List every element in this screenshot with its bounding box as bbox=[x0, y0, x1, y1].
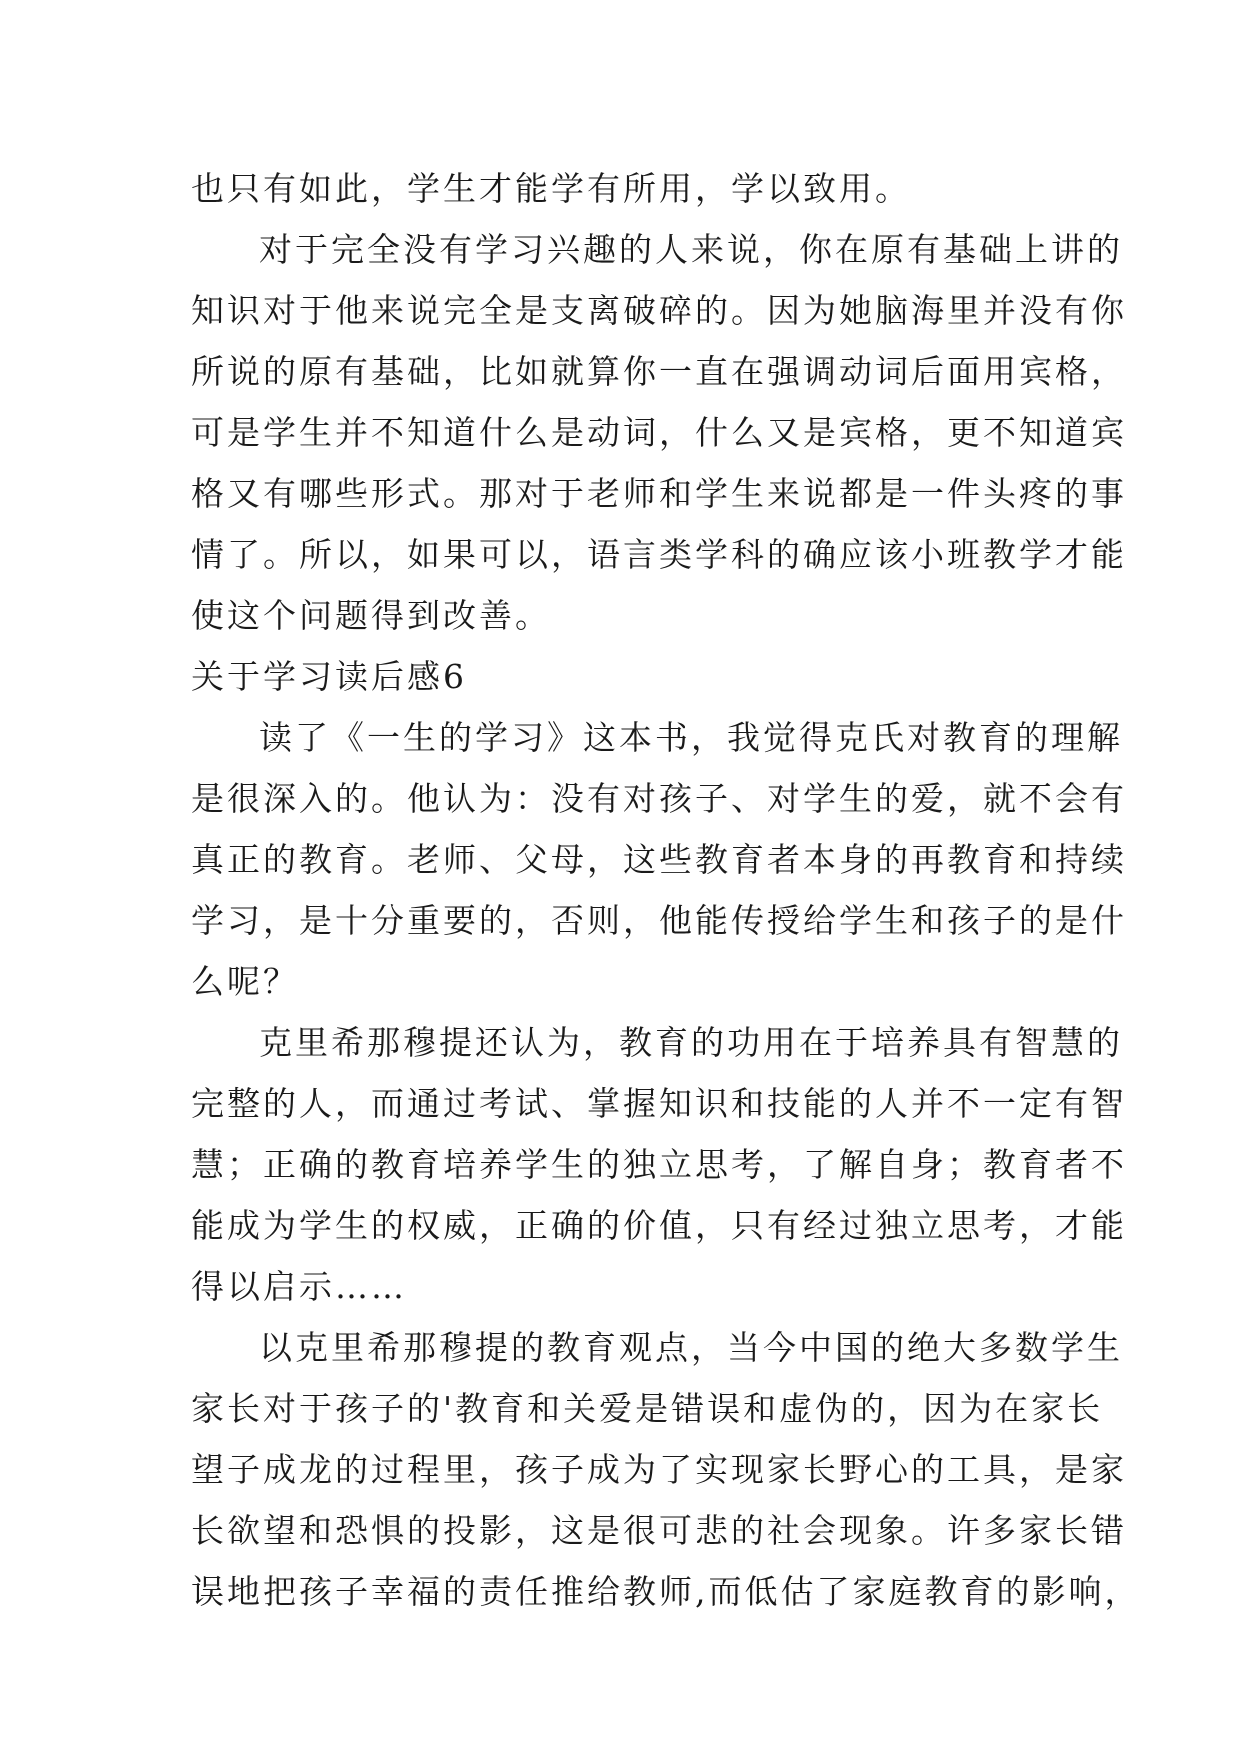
text-line: 长欲望和恐惧的投影，这是很可悲的社会现象。许多家长错 bbox=[191, 1511, 1127, 1550]
text-line: 慧；正确的教育培养学生的独立思考，了解自身；教育者不 bbox=[191, 1145, 1127, 1184]
section-heading: 关于学习读后感6 bbox=[191, 657, 467, 696]
text-line: 真正的教育。老师、父母，这些教育者本身的再教育和持续 bbox=[191, 840, 1127, 879]
text-line: 得以启示…… bbox=[191, 1267, 407, 1306]
text-line: 格又有哪些形式。那对于老师和学生来说都是一件头疼的事 bbox=[191, 474, 1127, 513]
text-line: 对于完全没有学习兴趣的人来说，你在原有基础上讲的 bbox=[259, 230, 1123, 269]
text-line: 学习，是十分重要的，否则，他能传授给学生和孩子的是什 bbox=[191, 901, 1127, 940]
text-line: 以克里希那穆提的教育观点，当今中国的绝大多数学生 bbox=[259, 1328, 1123, 1367]
text-line: 也只有如此，学生才能学有所用，学以致用。 bbox=[191, 169, 911, 208]
text-line: 读了《一生的学习》这本书，我觉得克氏对教育的理解 bbox=[259, 718, 1123, 757]
text-line: 能成为学生的权威，正确的价值，只有经过独立思考，才能 bbox=[191, 1206, 1127, 1245]
text-line: 家长对于孩子的'教育和关爱是错误和虚伪的，因为在家长 bbox=[191, 1389, 1104, 1428]
text-line: 所说的原有基础，比如就算你一直在强调动词后面用宾格， bbox=[191, 352, 1127, 391]
text-line: 是很深入的。他认为：没有对孩子、对学生的爱，就不会有 bbox=[191, 779, 1127, 818]
text-line: 情了。所以，如果可以，语言类学科的确应该小班教学才能 bbox=[191, 535, 1127, 574]
document-body bbox=[191, 158, 1141, 1622]
text-line: 克里希那穆提还认为，教育的功用在于培养具有智慧的 bbox=[259, 1023, 1123, 1062]
text-line: 知识对于他来说完全是支离破碎的。因为她脑海里并没有你 bbox=[191, 291, 1127, 330]
text-line: 完整的人，而通过考试、掌握知识和技能的人并不一定有智 bbox=[191, 1084, 1127, 1123]
text-line: 么呢？ bbox=[191, 962, 299, 1001]
text-line: 误地把孩子幸福的责任推给教师,而低估了家庭教育的影响， bbox=[191, 1572, 1141, 1611]
text-line: 使这个问题得到改善。 bbox=[191, 596, 551, 635]
text-line: 可是学生并不知道什么是动词，什么又是宾格，更不知道宾 bbox=[191, 413, 1127, 452]
text-line: 望子成龙的过程里，孩子成为了实现家长野心的工具，是家 bbox=[191, 1450, 1127, 1489]
